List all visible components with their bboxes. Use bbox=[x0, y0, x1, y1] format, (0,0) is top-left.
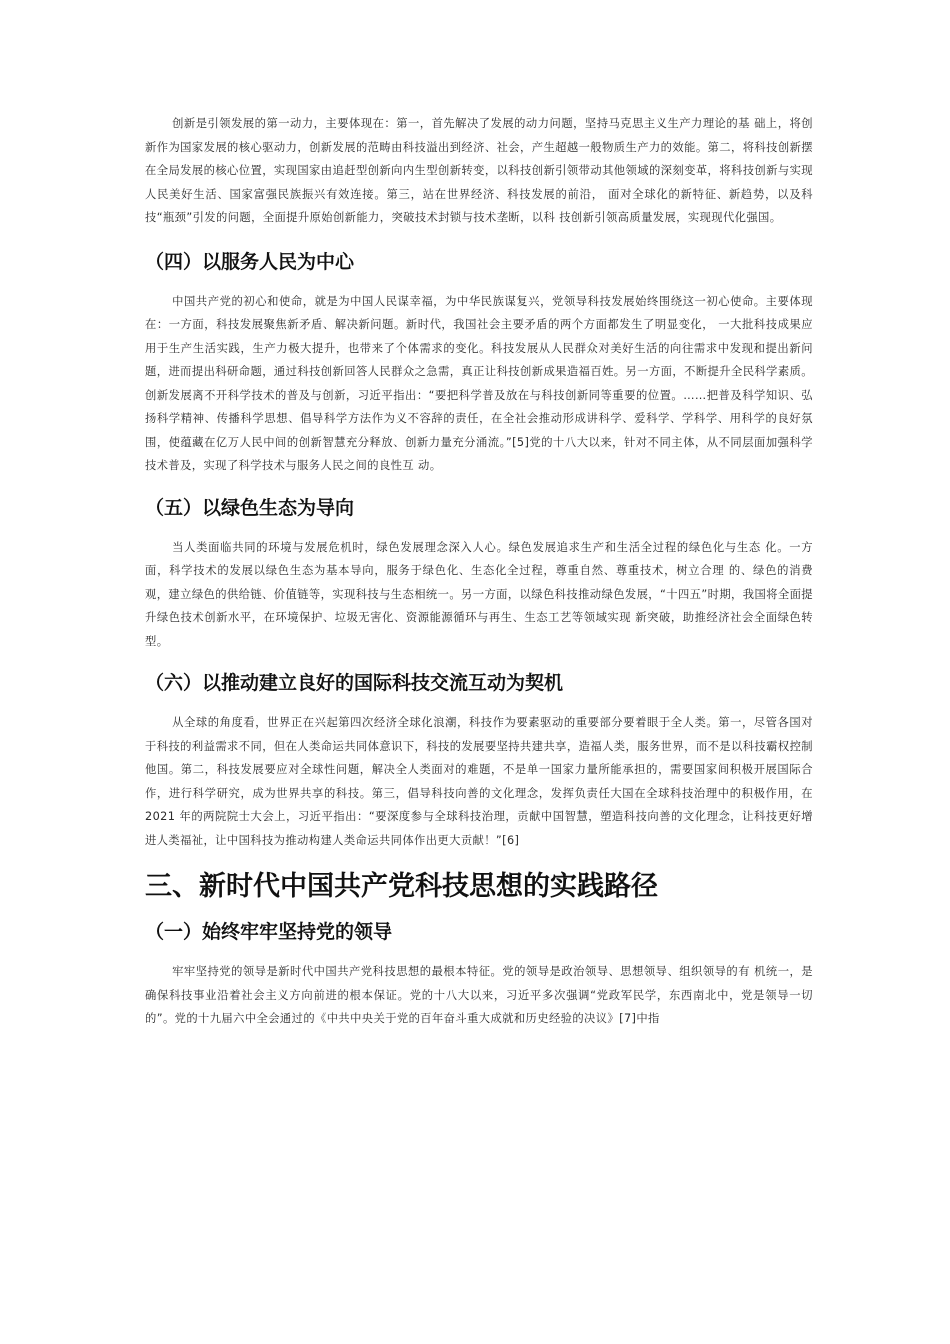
heading-serve-people: （四）以服务人民为中心 bbox=[145, 250, 355, 273]
heading-international-exchange: （六）以推动建立良好的国际科技交流互动为契机 bbox=[145, 672, 564, 694]
heading-party-leadership: （一）始终牢牢坚持党的领导 bbox=[145, 921, 393, 943]
paragraph-party-leadership: 牢牢坚持党的领导是新时代中国共产党科技思想的最根本特征。党的领导是政治领导、思想领导、组织领导的有 机统一，是确保科技事业沿着社会主义方向前进的根本保证。党的十八大以来，习近平多次强调“党政军民学，东西南北中，党是领导一切的”。党的十九届六中全会通过的《中共中央关于党的百年奋斗重大成就和历史经验的决议》[7]中指 bbox=[145, 965, 813, 1025]
heading-green-ecology: （五）以绿色生态为导向 bbox=[145, 496, 355, 519]
paragraph-green-ecology: 当人类面临共同的环境与发展危机时，绿色发展理念深入人心。绿色发展追求生产和生活全过程的绿色化与生态 化。一方面，科学技术的发展以绿色生态为基本导向，服务于绿色化、生态化全过程，尊重自然、尊重技术，树立合理 的、绿色的消费观，建立绿色的供给链、价值链等，实现科技与生态相统一。另一方面，以绿色科技推动绿色发展，“十四五”时期，我国将全面提升绿色技术创新水平，在环境保护、垃圾无害化、资源能源循环与再生、生态工艺等领域实现 新突破，助推经济社会全面绿色转型。 bbox=[145, 540, 813, 648]
paragraph-innovation: 创新是引领发展的第一动力，主要体现在：第一，首先解决了发展的动力问题，坚持马克思主义生产力理论的基 础上，将创新作为国家发展的核心驱动力，创新发展的范畴由科技溢出到经济、社会，产生超越一般物质生产力的效能。第二，将科技创新摆在全局发展的核心位置，实现国家由追赶型创新向内生型创新转变，以科技创新引领带动其他领域的深刻变革，将科技创新与实现人民美好生活、国家富强民族振兴有效连接。第三，站在世界经济、科技发展的前沿， 面对全球化的新特征、新趋势，以及科技“瓶颈”引发的问题，全面提升原始创新能力，突破技术封锁与技术垄断，以科 技创新引领高质量发展，实现现代化强国。 bbox=[145, 117, 813, 224]
paragraph-serve-people: 中国共产党的初心和使命，就是为中国人民谋幸福，为中华民族谋复兴，党领导科技发展始终围绕这一初心使命。主要体现在：一方面，科技发展聚焦新矛盾、解决新问题。新时代，我国社会主要矛盾的两个方面都发生了明显变化， 一大批科技成果应用于生产生活实践，生产力极大提升，也带来了个体需求的变化。科技发展从人民群众对美好生活的向往需求中发现和提出新问题，进而提出科研命题，通过科技创新回答人民群众之急需，真正让科技创新成果造福百姓。另一方面，不断提升全民科学素质。创新发展离不开科学技术的普及与创新，习近平指出：“要把科学普及放在与科技创新同等重要的位置。……把普及科学知识、弘扬科学精神、传播科学思想、倡导科学方法作为义不容辞的责任，在全社会推动形成讲科学、爱科学、学科学、用科学的良好氛围，使蕴藏在亿万人民中间的创新智慧充分释放、创新力量充分涌流。”[5]党的十八大以来，针对不同主体，从不同层面加强科学技术普及，实现了科学技术与服务人民之间的良性互 动。 bbox=[145, 294, 813, 472]
chapter-title-practice-path: 三、新时代中国共产党科技思想的实践路径 bbox=[145, 871, 658, 902]
document-page bbox=[145, 112, 813, 1031]
paragraph-international-exchange: 从全球的角度看，世界正在兴起第四次经济全球化浪潮，科技作为要素驱动的重要部分要着眼于全人类。第一，尽管各国对于科技的利益需求不同，但在人类命运共同体意识下，科技的发展要坚持共建共享，造福人类，服务世界，而不是以科技霸权控制他国。第二，科技发展要应对全球性问题，解决全人类面对的难题，不是单一国家力量所能承担的，需要国家间积极开展国际合作，进行科学研究，成为世界共享的科技。第三，倡导科技向善的文化理念，发挥负责任大国在全球科技治理中的积极作用，在 2021 年的两院院士大会上，习近平指出：“要深度参与全球科技治理，贡献中国智慧，塑造科技向善的文化理念，让科技更好增进人类福祉，让中国科技为推动构建人类命运共同体作出更大贡献！”[6] bbox=[145, 716, 813, 847]
